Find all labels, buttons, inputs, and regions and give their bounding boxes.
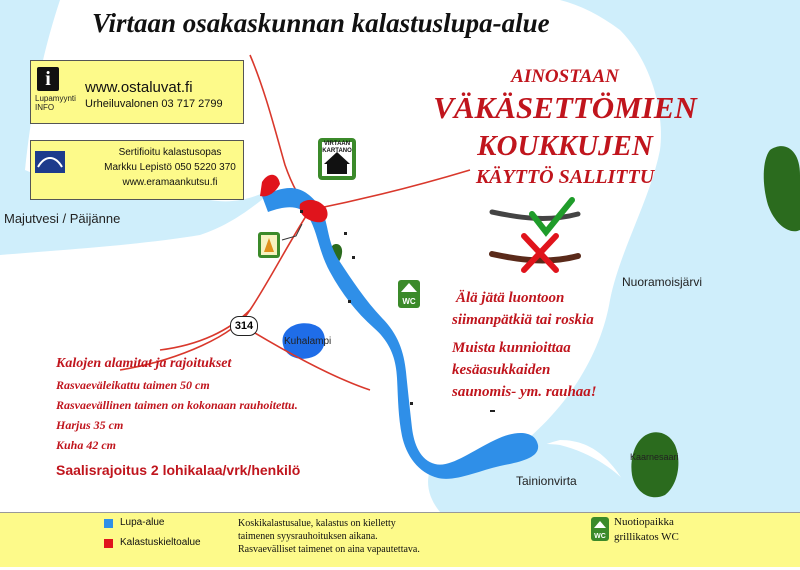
legend-description-line: taimenen syysrauhoituksen aikana. <box>238 531 378 542</box>
limits-row: Rasvaevällinen taimen on kokonaan rauhoitettu. <box>56 398 298 412</box>
limits-heading: Kalojen alamitat ja rajoitukset <box>56 356 232 371</box>
legend-nuotio-1: Nuotiopaikka <box>614 516 674 528</box>
legend-lupa-alue: Lupa-alue <box>120 517 165 528</box>
campfire-icon <box>258 232 280 258</box>
place-nuoramoisjarvi: Nuoramoisjärvi <box>622 275 703 289</box>
nuotio-wc-icon <box>398 280 420 308</box>
place-kaarnesaari: Kaarnesaari <box>630 452 679 462</box>
legend-description-line: Rasvaevälliset taimenet on aina vapautettava. <box>238 544 420 555</box>
legend-nuotio-2: grillikatos WC <box>614 531 679 543</box>
road-number-badge: 314 <box>230 316 258 336</box>
legend-swatch-lupa <box>104 519 113 528</box>
guide-box <box>30 140 244 200</box>
limits-row: Harjus 35 cm <box>56 418 124 432</box>
barbless-hook-allowed-icon <box>492 200 578 232</box>
place-majutvesi: Majutvesi / Päijänne <box>4 211 121 226</box>
legend-description-line: Koskikalastusalue, kalastus on kielletty <box>238 518 396 529</box>
place-tainionvirta: Tainionvirta <box>516 474 577 488</box>
legend-nuotio-icon <box>591 517 609 541</box>
guide-line-2: Markku Lepistö 050 5220 370 <box>104 162 236 173</box>
warning-line-2: VÄKÄSETTÖMIEN <box>433 90 697 125</box>
info-icon: i <box>37 67 59 91</box>
respect-note-line-3: saunomis- ym. rauhaa! <box>452 384 597 400</box>
legend-swatch-kielto <box>104 539 113 548</box>
guide-logo-icon <box>35 151 65 173</box>
warning-line-1: AINOSTAAN <box>511 66 619 87</box>
info-url[interactable]: www.ostaluvat.fi <box>85 79 193 96</box>
legend-bar <box>0 512 800 567</box>
barbed-hook-forbidden-icon <box>492 236 578 270</box>
guide-line-3[interactable]: www.eramaankutsu.fi <box>122 177 218 188</box>
guide-line-1: Sertifioitu kalastusopas <box>118 147 222 158</box>
warning-line-3: KOUKKUJEN <box>477 130 653 162</box>
catch-limit: Saalisrajoitus 2 lohikalaa/vrk/henkilö <box>56 462 301 478</box>
litter-note-line-2: siimanpätkiä tai roskia <box>452 312 594 328</box>
respect-note-line-1: Muista kunnioittaa <box>452 340 571 356</box>
info-phone: Urheiluvalonen 03 717 2799 <box>85 98 223 110</box>
warning-line-4: KÄYTTÖ SALLITTU <box>475 166 655 188</box>
svg-text:WC: WC <box>594 533 606 540</box>
limits-row: Rasvaeväleikattu taimen 50 cm <box>56 378 210 392</box>
virtaan-kartano-label: VIRTAAN KARTANO <box>322 141 352 154</box>
map-title: Virtaan osakaskunnan kalastuslupa-alue <box>92 8 550 38</box>
info-box <box>30 60 244 124</box>
info-sub-label: Lupamyynti INFO <box>35 94 76 112</box>
svg-text:WC: WC <box>402 297 416 306</box>
limits-row: Kuha 42 cm <box>56 438 117 452</box>
respect-note-line-2: kesäasukkaiden <box>452 362 551 378</box>
legend-kielto: Kalastuskieltoalue <box>120 537 201 548</box>
place-kuhalampi: Kuhalampi <box>284 336 332 347</box>
litter-note-line-1: Älä jätä luontoon <box>456 290 565 306</box>
